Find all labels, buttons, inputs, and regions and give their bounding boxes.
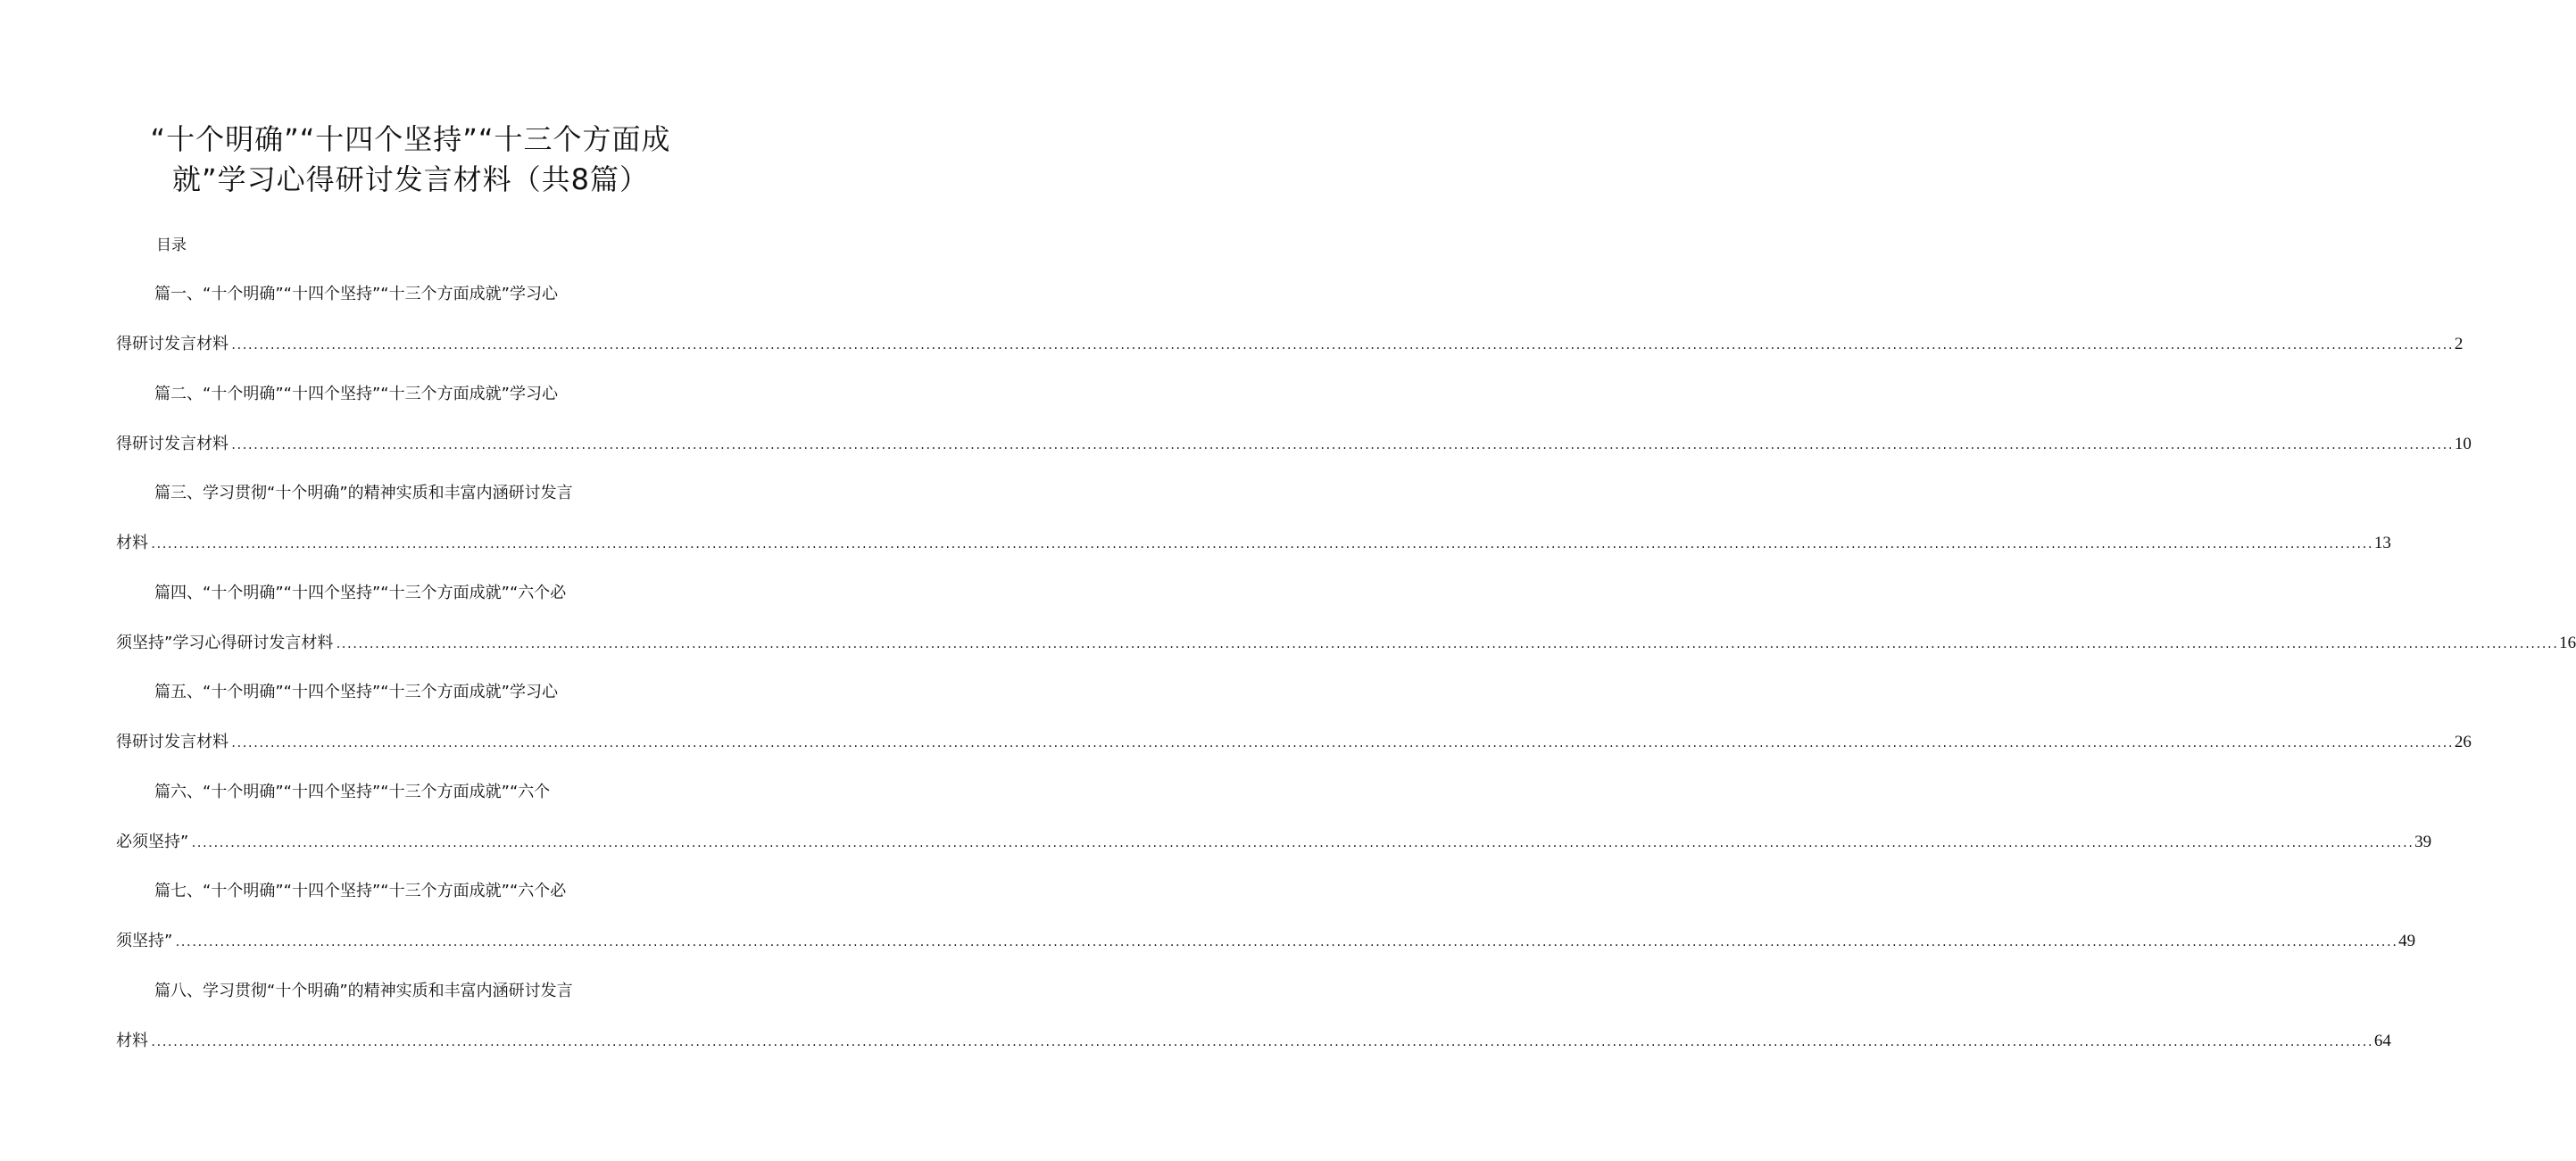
toc-dot-leader: ................................................................................................................................................................................................................................................................................................................................................................................................................ <box>174 936 2397 949</box>
toc-entry-continuation[interactable] <box>116 433 2472 457</box>
toc-dot-leader: ................................................................................................................................................................................................................................................................................................................................................................................................................ <box>150 1036 2372 1049</box>
toc-entry-continuation[interactable] <box>116 532 2391 556</box>
toc-dot-leader: ................................................................................................................................................................................................................................................................................................................................................................................................................ <box>230 737 2453 750</box>
toc-page-number: 49 <box>2398 932 2416 950</box>
toc-page-number: 10 <box>2454 435 2472 453</box>
toc-entry-continuation[interactable] <box>116 731 2472 755</box>
toc-dot-leader: ................................................................................................................................................................................................................................................................................................................................................................................................................ <box>230 339 2453 352</box>
toc-entry-title[interactable]: 篇五、“十个明确”“十四个坚持”“十三个方面成就”学习心 <box>154 683 558 701</box>
toc-page-number: 64 <box>2373 1032 2391 1050</box>
toc-entry-text: 得研讨发言材料 <box>116 335 229 353</box>
toc-entry-title[interactable]: 篇六、“十个明确”“十四个坚持”“十三个方面成就”“六个 <box>154 783 551 801</box>
toc-entry-continuation[interactable] <box>116 632 2576 656</box>
toc-dot-leader: ................................................................................................................................................................................................................................................................................................................................................................................................................ <box>150 538 2372 551</box>
toc-entry-continuation[interactable] <box>116 831 2432 855</box>
toc-dot-leader: ................................................................................................................................................................................................................................................................................................................................................................................................................ <box>190 837 2414 850</box>
toc-entry-text: 材料 <box>116 534 148 552</box>
toc-entry-text: 须坚持” <box>116 932 173 950</box>
toc-page-number: 39 <box>2414 833 2432 851</box>
toc-entry-title[interactable]: 篇一、“十个明确”“十四个坚持”“十三个方面成就”学习心 <box>154 285 558 303</box>
toc-entry-text: 必须坚持” <box>116 833 189 851</box>
toc-entry-title[interactable]: 篇二、“十个明确”“十四个坚持”“十三个方面成就”学习心 <box>154 385 558 403</box>
toc-entry-text: 得研讨发言材料 <box>116 435 229 453</box>
toc-entry-continuation[interactable] <box>116 1030 2391 1054</box>
toc-dot-leader: ................................................................................................................................................................................................................................................................................................................................................................................................................ <box>230 439 2453 452</box>
toc-entry-continuation[interactable] <box>116 333 2464 357</box>
toc-entry-continuation[interactable] <box>116 930 2416 954</box>
toc-heading: 目录 <box>156 236 187 254</box>
toc-page-number: 26 <box>2454 733 2472 751</box>
toc-entry-title[interactable]: 篇四、“十个明确”“十四个坚持”“十三个方面成就”“六个必 <box>154 584 567 602</box>
toc-page-number: 16 <box>2559 634 2576 652</box>
toc-entry-title[interactable]: 篇八、学习贯彻“十个明确”的精神实质和丰富内涵研讨发言 <box>154 982 573 1000</box>
toc-entry-text: 须坚持”学习心得研讨发言材料 <box>116 634 334 652</box>
toc-entry-text: 得研讨发言材料 <box>116 733 229 751</box>
toc-page-number: 13 <box>2373 534 2391 552</box>
document-title-line-2: 就”学习心得研讨发言材料（共8篇） <box>172 162 649 196</box>
toc-entry-title[interactable]: 篇三、学习贯彻“十个明确”的精神实质和丰富内涵研讨发言 <box>154 484 573 502</box>
document-title-line-1: “十个明确”“十四个坚持”“十三个方面成 <box>150 122 671 156</box>
toc-dot-leader: ................................................................................................................................................................................................................................................................................................................................................................................................................ <box>335 638 2558 651</box>
toc-entry-title[interactable]: 篇七、“十个明确”“十四个坚持”“十三个方面成就”“六个必 <box>154 882 567 900</box>
toc-entry-text: 材料 <box>116 1032 148 1050</box>
toc-page-number: 2 <box>2454 335 2464 353</box>
